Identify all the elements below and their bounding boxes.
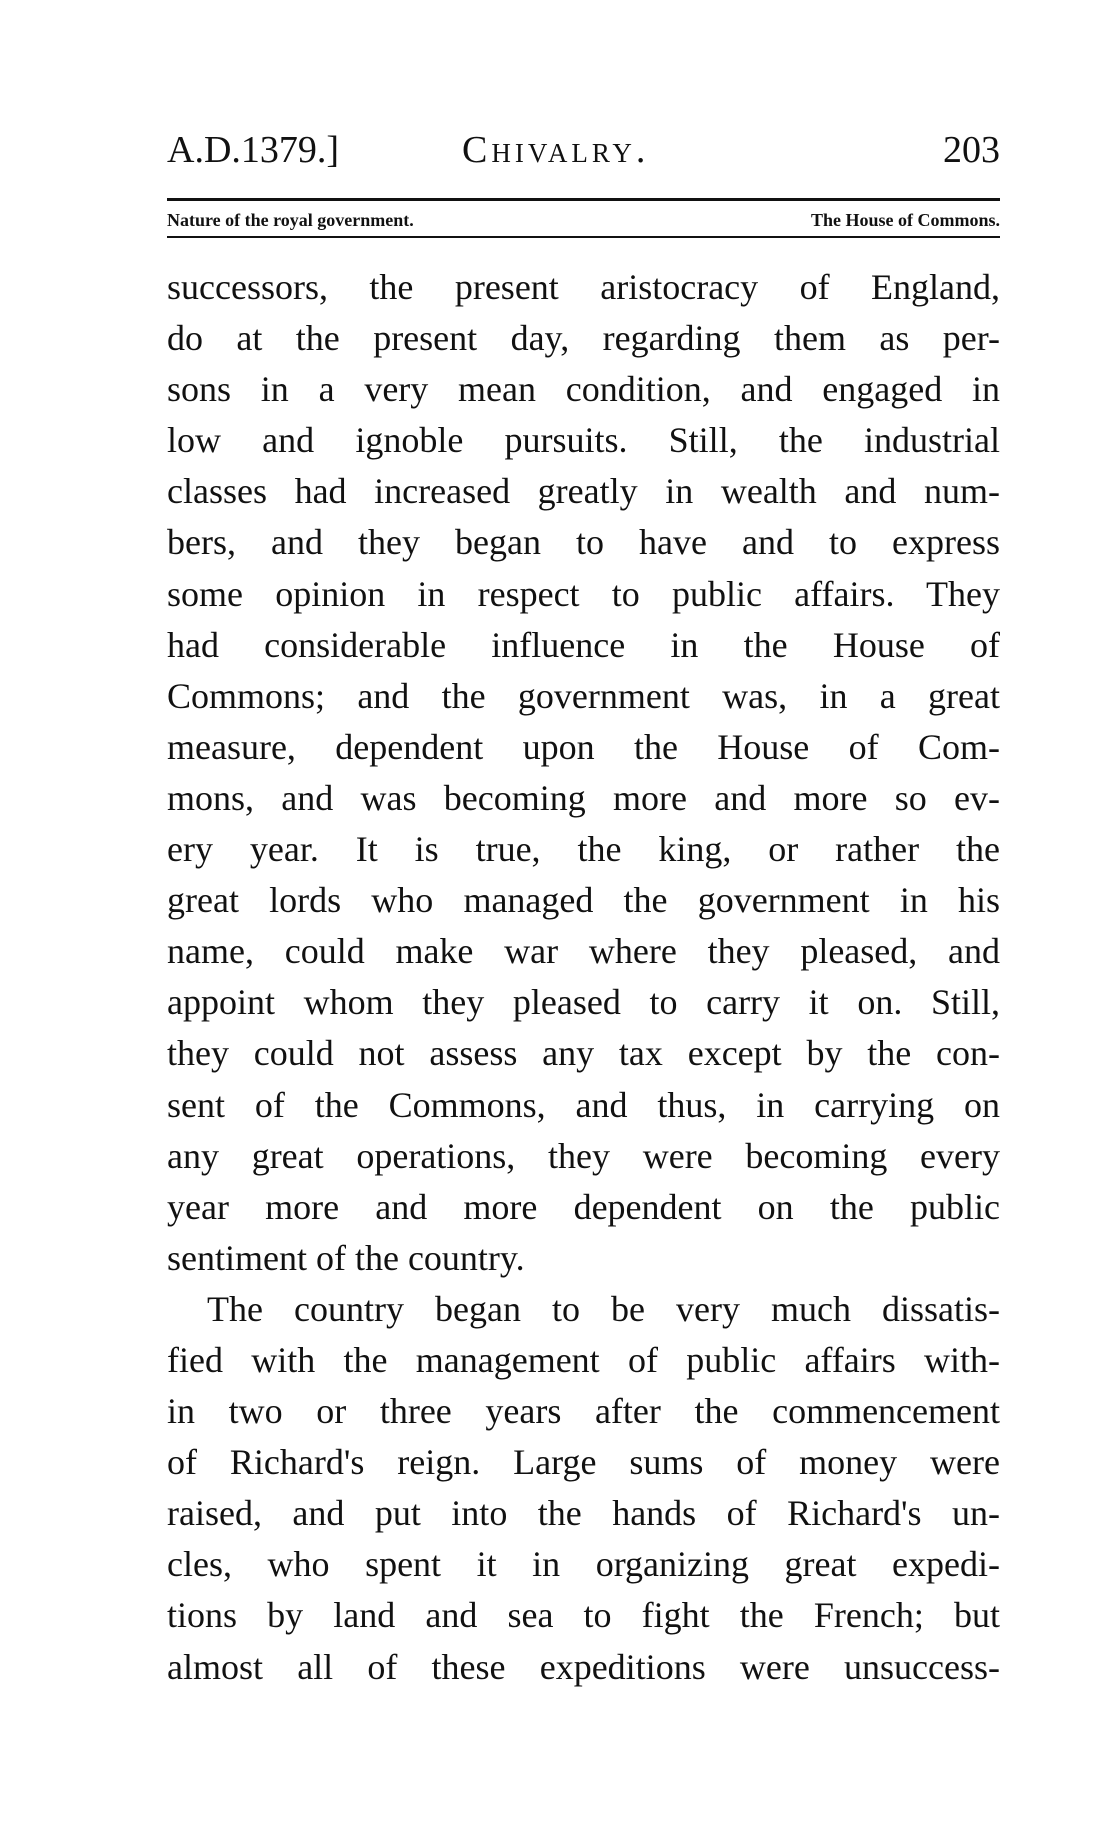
- text-line: almost all of these expeditions were unsuccess-: [167, 1646, 1000, 1687]
- text-line: raised, and put into the hands of Richard's un-: [167, 1493, 1000, 1534]
- subheader-rule: [167, 236, 1000, 238]
- text-line: any great operations, they were becoming every: [167, 1135, 1000, 1176]
- text-line: low and ignoble pursuits. Still, the industrial: [167, 420, 1000, 461]
- text-line: fied with the management of public affairs with-: [167, 1339, 1000, 1380]
- text-line: successors, the present aristocracy of England,: [167, 267, 1000, 307]
- text-line: ery year. It is true, the king, or rather the: [167, 829, 1000, 870]
- text-line: mons, and was becoming more and more so ev-: [167, 777, 1000, 818]
- text-line: cles, who spent it in organizing great expedi-: [167, 1544, 1000, 1585]
- text-line: had considerable influence in the House of: [167, 624, 1000, 665]
- subheader-left: Nature of the royal government.: [167, 210, 414, 230]
- text-line: bers, and they began to have and to express: [167, 522, 1000, 563]
- text-line: appoint whom they pleased to carry it on. Still,: [167, 982, 1000, 1023]
- text-line: The country began to be very much dissatis-: [207, 1288, 1000, 1329]
- text-line: sent of the Commons, and thus, in carrying on: [167, 1084, 1000, 1125]
- text-line: year more and more dependent on the public: [167, 1186, 1000, 1227]
- page-header: [167, 128, 1000, 178]
- running-head-title: Chivalry.: [462, 129, 650, 171]
- text-line: in two or three years after the commencement: [167, 1391, 1000, 1432]
- text-line: name, could make war where they pleased, and: [167, 931, 1000, 972]
- page-number: 203: [943, 129, 1000, 171]
- text-line: classes had increased greatly in wealth and num-: [167, 471, 1000, 512]
- running-head-date: A.D.1379.]: [167, 129, 340, 171]
- text-line: sentiment of the country.: [167, 1237, 525, 1278]
- text-line: do at the present day, regarding them as per-: [167, 318, 1000, 359]
- text-line: they could not assess any tax except by the con-: [167, 1033, 1000, 1074]
- subheader-right: The House of Commons.: [810, 210, 1000, 230]
- text-line: great lords who managed the government in his: [167, 880, 1000, 921]
- text-line: some opinion in respect to public affairs. They: [167, 573, 1000, 614]
- text-line: tions by land and sea to fight the French; but: [167, 1595, 1000, 1636]
- body-text: [167, 262, 1000, 1693]
- text-line: sons in a very mean condition, and engaged in: [167, 369, 1000, 410]
- text-line: Commons; and the government was, in a great: [167, 675, 1000, 716]
- header-rule: [167, 198, 1000, 201]
- text-line: measure, dependent upon the House of Com-: [167, 726, 1000, 767]
- text-line: of Richard's reign. Large sums of money were: [167, 1442, 1000, 1483]
